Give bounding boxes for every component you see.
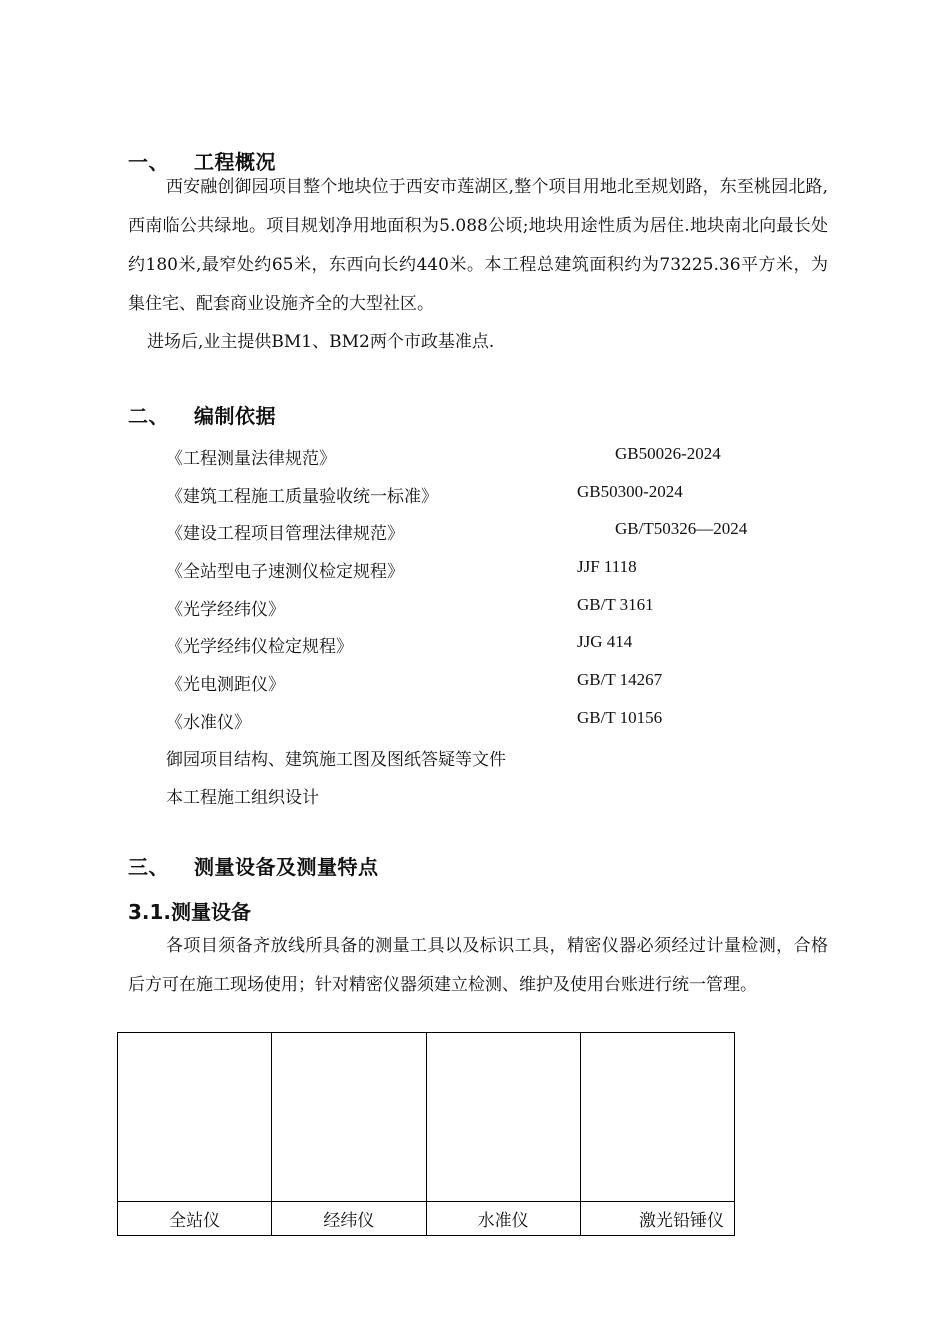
reference-code: JJG 414	[577, 632, 633, 651]
reference-title: 《建筑工程施工质量验收统一标准》	[166, 487, 438, 507]
equipment-label: 全站仪	[118, 1202, 272, 1236]
section-3-title: 测量设备及测量特点	[194, 855, 379, 879]
section-1-paragraph: 西安融创御园项目整个地块位于西安市莲湖区,整个项目用地北至规划路，东至桃园北路,西南临公共绿地。项目规划净用地面积为5.088公顷;地块用途性质为居住.地块南北向最长处约180米,最窄处约65米，东西向长约440米。本工程总建筑面积约为73225.36平方米，为集住宅、配套商业设施齐全的大型社区。	[128, 177, 828, 314]
section-1-note: 进场后,业主提供BM1、BM2两个市政基准点.	[147, 332, 495, 352]
equipment-label: 水准仪	[426, 1202, 580, 1236]
reference-code: GB/T 3161	[577, 595, 654, 614]
reference-code: JJF 1118	[577, 557, 637, 576]
section-1-title: 工程概况	[194, 150, 276, 174]
reference-code: GB/T50326—2024	[615, 519, 748, 538]
equipment-image-cell	[118, 1033, 272, 1202]
reference-title: 《光学经纬仪检定规程》	[166, 637, 353, 657]
equipment-table	[117, 1032, 735, 1236]
section-2-heading	[128, 400, 276, 429]
reference-code: GB/T 10156	[577, 708, 663, 727]
reference-title: 《建设工程项目管理法律规范》	[166, 524, 404, 544]
reference-title: 《工程测量法律规范》	[166, 449, 336, 469]
reference-code: GB50300-2024	[577, 482, 683, 501]
section-3-number: 三、	[128, 855, 169, 879]
equipment-label-row	[118, 1202, 735, 1236]
equipment-image-cell	[272, 1033, 426, 1202]
reference-code: GB/T 14267	[577, 670, 663, 689]
reference-title: 《光学经纬仪》	[166, 600, 285, 620]
reference-title: 《水准仪》	[166, 713, 251, 733]
equipment-label: 经纬仪	[272, 1202, 426, 1236]
equipment-label: 激光铅锤仪	[580, 1202, 734, 1236]
equipment-image-cell	[580, 1033, 734, 1202]
section-1-number: 一、	[128, 150, 169, 174]
equipment-image-cell	[426, 1033, 580, 1202]
section-3-heading	[128, 851, 379, 880]
reference-code: GB50026-2024	[615, 444, 721, 463]
document-page: 一、 工程概况 西安融创御园项目整个地块位于西安市莲湖区,整个项目用地北至规划路，东至桃园北路,西南临公共绿地。项目规划净用地面积为5.088公顷;地块用途性质为居住.地块南北向最长处约180米,最窄处约65米，东西向长约440米。本工程总建筑面积约为73225.36平方米，为集住宅、配套商业设施齐全的大型社区。 进场后,业主提供BM1、BM2两个市政基准点. 二、 编制依据 《工程测量法律规范》 GB50026-2024 《建筑工程施工质量验收统一标准》 GB50300-2024 《建设工程项目管理法律规范》 GB/T50326—2024 《全站型电子速测仪检定规程》 JJF 1118 《光学经纬仪》 GB/T 3161 《光学经纬仪检定规程》 JJG 414 《光电测距仪》 GB/T 14267 《水准仪》 GB/T 10156 御园项目结构、建筑施工图及图纸答疑等文件 本工程施工组织设计 三、 测量设备及测量特点 3.1.测量设备 各项目须备齐放线所具备的测量工具以及标识工具，精密仪器必须经过计量检测，合格后方可在施工现场使用；针对精密仪器须建立检测、维护及使用台账进行统一管理。 全站仪 经纬仪 水准仪 激光铅锤仪	[0, 0, 950, 1344]
subsection-3-1-heading: 3.1.测量设备	[128, 900, 252, 924]
equipment-image-row	[118, 1033, 735, 1202]
section-2-title: 编制依据	[194, 404, 276, 428]
reference-title: 《光电测距仪》	[166, 675, 285, 695]
section-2-number: 二、	[128, 404, 169, 428]
reference-title: 《全站型电子速测仪检定规程》	[166, 562, 404, 582]
section-3-paragraph: 各项目须备齐放线所具备的测量工具以及标识工具，精密仪器必须经过计量检测，合格后方可在施工现场使用；针对精密仪器须建立检测、维护及使用台账进行统一管理。	[128, 936, 828, 995]
